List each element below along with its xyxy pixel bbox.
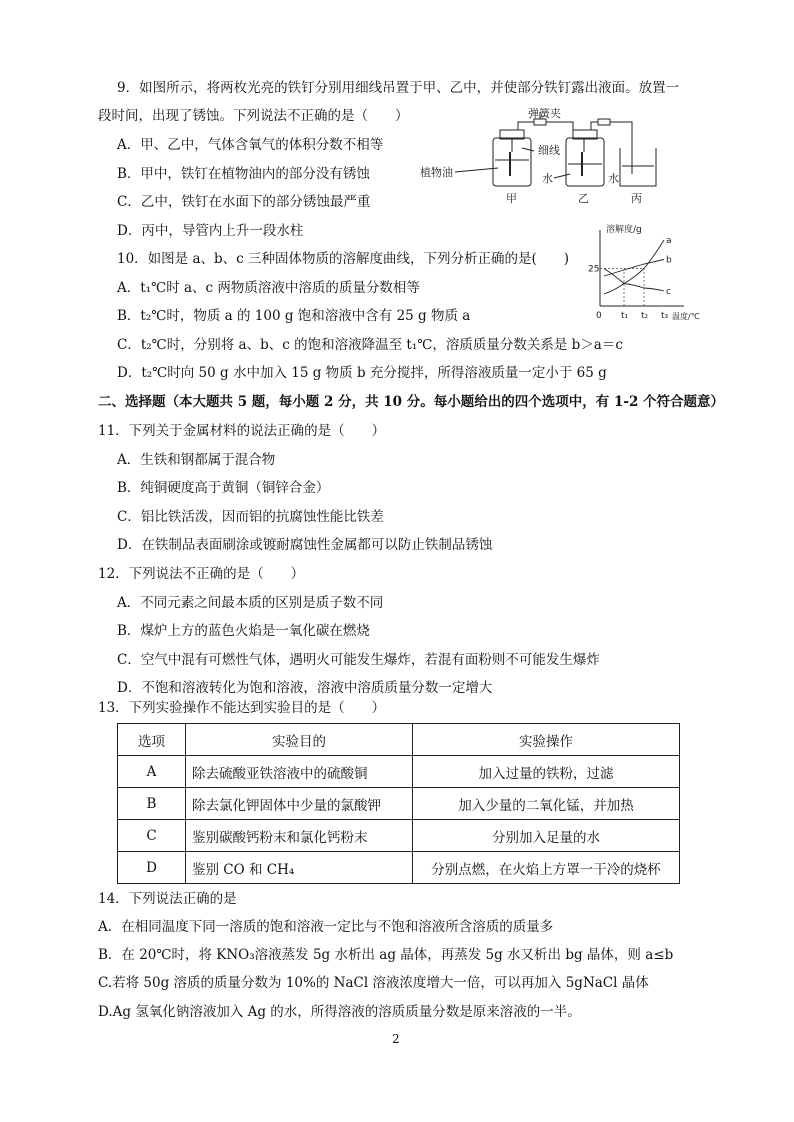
row-purpose: 鉴别 CO 和 CH₄ [186, 852, 413, 884]
q11-option-b: B．纯铜硬度高于黄铜（铜锌合金） [117, 480, 330, 496]
q10-option-b: B．t₂℃时，物质 a 的 100 g 饱和溶液中含有 25 g 物质 a [117, 308, 471, 324]
row-purpose: 除去氯化钾固体中少量的氯酸钾 [186, 788, 413, 820]
q12-stem: 12．下列说法不正确的是（ ） [98, 566, 305, 582]
header-option: 选项 [118, 724, 186, 756]
q11-stem: 11．下列关于金属材料的说法正确的是（ ） [98, 423, 386, 439]
header-operation: 实验操作 [413, 724, 680, 756]
table-header-row [118, 724, 680, 756]
q9-stem-line2: 段时间，出现了锈蚀。下列说法不正确的是（ ） [98, 108, 409, 124]
row-option: B [118, 788, 186, 820]
q12-option-c: C．空气中混有可燃性气体，遇明火可能发生爆炸，若混有面粉则不可能发生爆炸 [117, 652, 600, 668]
jar-yi [566, 138, 604, 186]
q10-option-c: C．t₂℃时，分别将 a、b、c 的饱和溶液降温至 t₁℃，溶质质量分数关系是 b＞a＝c [117, 337, 623, 353]
row-operation: 加入过量的铁粉，过滤 [413, 756, 680, 788]
q14-option-d: D.Ag 氢氧化钠溶液加入 Ag 的水，所得溶液的溶质质量分数是原来溶液的一半。 [98, 1004, 581, 1020]
q10-option-d: D．t₂℃时向 50 g 水中加入 15 g 物质 b 充分搅拌，所得溶液质量一定小于 65 g [117, 365, 607, 381]
q10-stem: 10．如图是 a、b、c 三种固体物质的溶解度曲线，下列分析正确的是( ) [117, 251, 570, 267]
label-oil: 植物油 [420, 166, 453, 179]
label-yi: 乙 [578, 192, 589, 205]
table-row [118, 788, 680, 820]
table-row [118, 756, 680, 788]
q12-option-d: D．不饱和溶液转化为饱和溶液，溶液中溶质质量分数一定增大 [117, 680, 493, 696]
y-tick-label: 25 [588, 264, 600, 275]
q9-option-b: B．甲中，铁钉在植物油内的部分没有锈蚀 [117, 166, 370, 182]
q11-option-d: D．在铁制品表面刷涂或镀耐腐蚀性金属都可以防止铁制品锈蚀 [117, 537, 493, 553]
q13-stem: 13．下列实验操作不能达到实验目的是（ ） [98, 700, 386, 716]
q9-stem-line1: 9．如图所示，将两枚光亮的铁钉分别用细线吊置于甲、乙中，并使部分铁钉露出液面。放置一 [117, 80, 680, 96]
table-row [118, 852, 680, 884]
q12-option-b: B．煤炉上方的蓝色火焰是一氧化碳在燃烧 [117, 623, 370, 639]
q11-option-c: C．铝比铁活泼，因而铝的抗腐蚀性能比铁差 [117, 509, 384, 525]
x-tick-label: 0 [596, 311, 602, 321]
q12-option-a: A．不同元素之间最本质的区别是质子数不同 [117, 595, 384, 611]
row-purpose: 除去硫酸亚铁溶液中的硫酸铜 [186, 756, 413, 788]
q9-option-a: A．甲、乙中，气体含氧气的体积分数不相等 [117, 137, 384, 153]
row-purpose: 鉴别碳酸钙粉末和氯化钙粉末 [186, 820, 413, 852]
rusting-apparatus-figure [418, 108, 680, 206]
label-thread: 细线 [538, 144, 560, 157]
row-operation: 加入少量的二氧化锰，并加热 [413, 788, 680, 820]
row-option: A [118, 756, 186, 788]
label-water-1: 水 [542, 172, 553, 185]
experiment-table [117, 723, 680, 884]
q14-option-b: B．在 20℃时，将 KNO₃溶液蒸发 5g 水析出 ag 晶体，再蒸发 5g 水又析出 bg 晶体，则 a≤b [98, 947, 674, 963]
page-number: 2 [392, 1032, 400, 1046]
row-option: C [118, 820, 186, 852]
solubility-curve-chart [588, 220, 700, 324]
series-label-a: a [666, 236, 672, 246]
row-operation: 分别加入足量的水 [413, 820, 680, 852]
q10-option-a: A．t₁℃时 a、c 两物质溶液中溶质的质量分数相等 [117, 280, 420, 296]
q11-option-a: A．生铁和钢都属于混合物 [117, 452, 276, 468]
y-axis-label: 溶解度/g [606, 225, 642, 235]
series-line-b [604, 260, 664, 277]
header-purpose: 实验目的 [186, 724, 413, 756]
q14-option-a: A．在相同温度下同一溶质的饱和溶液一定比与不饱和溶液所含溶质的质量多 [98, 919, 554, 935]
x-tick-label: t₃ [661, 311, 669, 321]
q14-stem: 14．下列说法正确的是 [98, 891, 237, 907]
row-option: D [118, 852, 186, 884]
q9-option-d: D．丙中，导管内上升一段水柱 [117, 223, 304, 239]
x-axis-label: 温度/℃ [672, 312, 700, 321]
series-line-c [604, 269, 664, 292]
row-operation: 分别点燃，在火焰上方罩一干冷的烧杯 [413, 852, 680, 884]
x-tick-label: t₁ [621, 311, 629, 321]
x-tick-label: t₂ [641, 311, 649, 321]
q9-option-c: C．乙中，铁钉在水面下的部分锈蚀最严重 [117, 194, 371, 210]
label-bing: 丙 [631, 192, 642, 205]
series-label-c: c [666, 287, 671, 297]
label-water-2: 水 [608, 172, 619, 185]
series-label-b: b [666, 255, 672, 266]
table-row [118, 820, 680, 852]
q14-option-c: C.若将 50g 溶质的质量分数为 10%的 NaCl 溶液浓度增大一倍，可以再加入 5gNaCl 晶体 [98, 975, 649, 991]
section2-header: 二、选择题（本大题共 5 题，每小题 2 分，共 10 分。每小题给出的四个选项中，有 1-2 个符合题意） [98, 394, 725, 410]
label-jia: 甲 [506, 192, 517, 205]
beaker-bing [620, 148, 656, 186]
label-spring-clip: 弹簧夹 [528, 108, 561, 120]
